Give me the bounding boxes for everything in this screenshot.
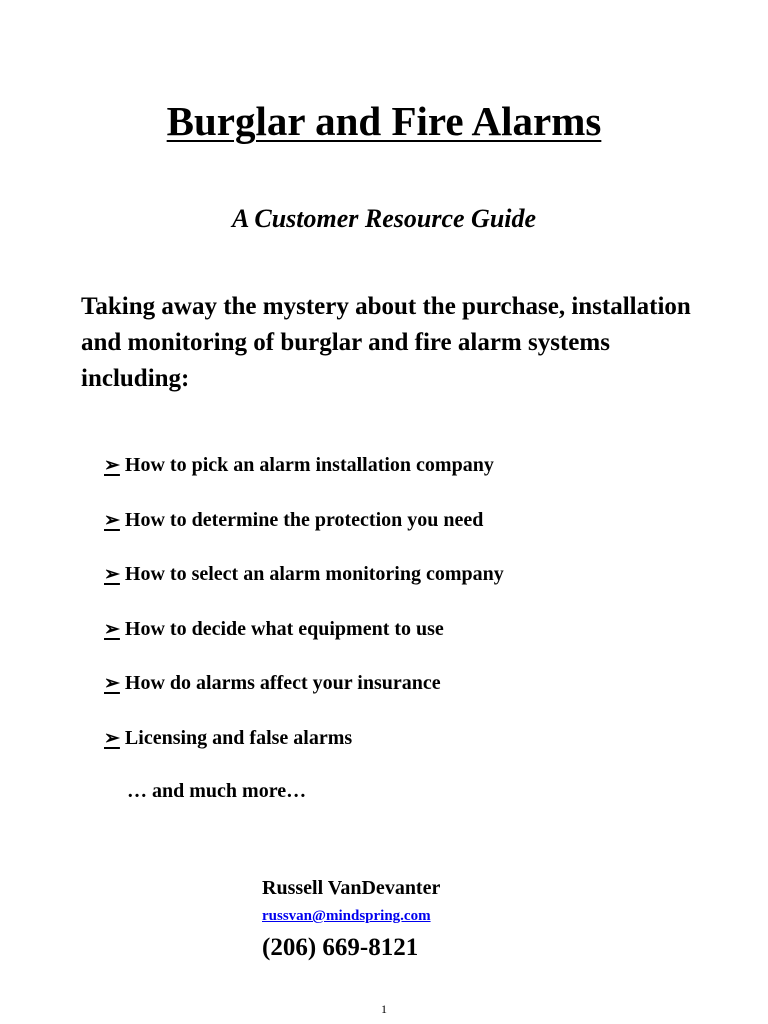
list-item [104,614,504,669]
document-title: Burglar and Fire Alarms [166,98,602,144]
list-item [104,668,504,723]
list-item [104,559,504,614]
list-item-text: Licensing and false alarms [124,726,353,749]
list-item [104,450,504,505]
arrow-bullet-icon: ➢ [104,509,120,531]
list-item-text: How to determine the protection you need [124,508,484,531]
list-item [104,505,504,560]
phone-number: (206) 669-8121 [262,934,419,961]
list-item-text: How to decide what equipment to use [124,617,444,640]
topics-list [104,450,504,777]
document-subtitle: A Customer Resource Guide [231,204,537,233]
list-item [104,723,504,778]
list-item-text: How to pick an alarm installation company [124,454,494,476]
intro-paragraph: Taking away the mystery about the purchase, installation and monitoring of burglar and fire alarm systems including: [81,293,691,392]
list-item-text: How do alarms affect your insurance [124,672,441,694]
contact-block [262,873,440,967]
page-number: 1 [381,1002,387,1016]
arrow-bullet-icon: ➢ [104,455,120,476]
author-name: Russell VanDevanter [262,877,441,899]
arrow-bullet-icon: ➢ [104,673,120,694]
more-text: … and much more… [127,780,307,802]
arrow-bullet-icon: ➢ [104,564,120,585]
email-link[interactable]: russvan@mindspring.com [262,908,431,924]
list-item-text: How to select an alarm monitoring company [124,563,504,585]
arrow-bullet-icon: ➢ [104,618,120,640]
arrow-bullet-icon: ➢ [104,727,120,749]
